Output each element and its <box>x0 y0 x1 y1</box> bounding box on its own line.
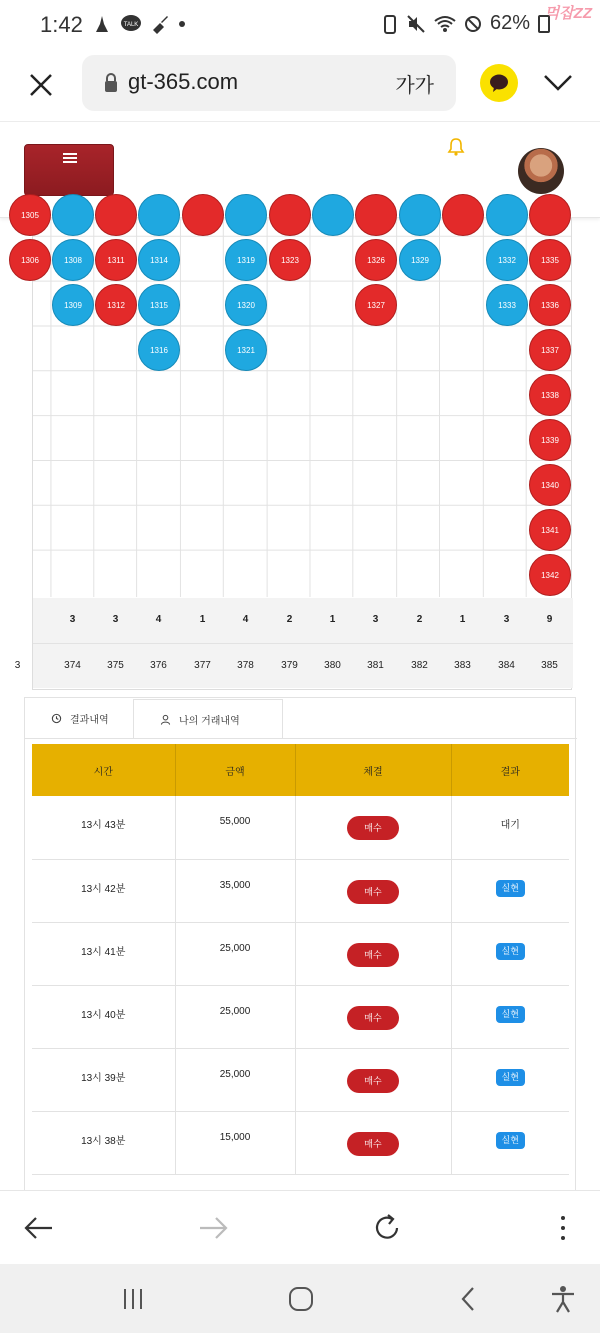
cell-amount: 35,000 <box>175 859 295 922</box>
system-icons <box>382 12 550 35</box>
cell-time: 13시 42분 <box>32 859 175 922</box>
home-icon[interactable] <box>286 1284 316 1314</box>
more-options-icon[interactable] <box>546 1211 580 1245</box>
forward-arrow-icon[interactable] <box>196 1211 230 1245</box>
result-ball: 1323 <box>269 239 311 281</box>
result-ball <box>95 194 137 236</box>
accessibility-icon[interactable] <box>548 1284 578 1314</box>
cell-execution <box>295 859 451 922</box>
tab-my-trades[interactable] <box>133 699 283 739</box>
recycle-icon <box>382 14 398 34</box>
tab-my-trades-label: 나의 거래내역 <box>179 715 240 727</box>
cell-execution <box>295 1048 451 1111</box>
kakao-chat-button[interactable] <box>480 64 518 102</box>
cell-result <box>451 985 569 1048</box>
result-ball <box>182 194 224 236</box>
result-ball: 1340 <box>529 464 571 506</box>
address-bar[interactable] <box>82 55 456 111</box>
cell-result <box>451 859 569 922</box>
round-number: 377 <box>194 660 211 671</box>
round-number: 379 <box>281 660 298 671</box>
buy-button[interactable]: 매수 <box>347 1132 399 1156</box>
result-ball: 1309 <box>52 284 94 326</box>
history-icon <box>51 713 62 724</box>
result-ball: 1327 <box>355 284 397 326</box>
cell-time: 13시 39분 <box>32 1048 175 1111</box>
browser-bottom-bar <box>0 1190 600 1264</box>
buy-button[interactable]: 매수 <box>347 1006 399 1030</box>
result-ball: 1333 <box>486 284 528 326</box>
result-ball: 1321 <box>225 329 267 371</box>
cell-result <box>451 796 569 859</box>
buy-button[interactable]: 매수 <box>347 880 399 904</box>
result-ball: 1336 <box>529 284 571 326</box>
column-count: 2 <box>286 614 293 625</box>
result-ball <box>225 194 267 236</box>
round-number: 381 <box>367 660 384 671</box>
notification-icons <box>92 14 186 34</box>
cell-execution <box>295 1111 451 1174</box>
system-back-icon[interactable] <box>454 1284 484 1314</box>
status-time: 1:42 <box>40 12 83 37</box>
cell-time: 13시 43분 <box>32 796 175 859</box>
round-number: 376 <box>150 660 167 671</box>
table-row <box>32 796 569 859</box>
result-ball <box>486 194 528 236</box>
table-row <box>32 985 569 1048</box>
cell-result <box>451 922 569 985</box>
header-result: 결과 <box>451 744 569 796</box>
column-count: 3 <box>112 614 119 625</box>
header-execution: 체결 <box>295 744 451 796</box>
round-number: 374 <box>64 660 81 671</box>
table-row <box>32 859 569 922</box>
result-ball: 1341 <box>529 509 571 551</box>
result-ball: 1332 <box>486 239 528 281</box>
result-ball: 1320 <box>225 284 267 326</box>
cell-amount: 25,000 <box>175 985 295 1048</box>
watermark-text: 먹잡ZZ <box>544 5 592 22</box>
close-tab-button[interactable] <box>22 66 60 104</box>
count-row <box>33 598 573 643</box>
round-number: 382 <box>411 660 428 671</box>
result-ball: 1335 <box>529 239 571 281</box>
result-ball <box>442 194 484 236</box>
kakaotalk-icon <box>120 14 142 34</box>
status-bar <box>0 0 600 48</box>
result-ball: 1338 <box>529 374 571 416</box>
battery-text: 62% <box>489 12 530 34</box>
tab-divider <box>25 738 577 739</box>
result-ball: 1308 <box>52 239 94 281</box>
round-number: 375 <box>107 660 124 671</box>
browser-toolbar <box>0 48 600 122</box>
result-ball <box>399 194 441 236</box>
broom-icon <box>92 14 112 34</box>
round-number: 384 <box>498 660 515 671</box>
cell-time: 13시 38분 <box>32 1111 175 1174</box>
result-ball <box>312 194 354 236</box>
broom-icon-2 <box>150 14 170 34</box>
result-ball: 1339 <box>529 419 571 461</box>
round-number: 383 <box>454 660 471 671</box>
cell-time: 13시 41분 <box>32 922 175 985</box>
result-badge: 실현 <box>496 1132 525 1149</box>
mute-icon <box>406 14 426 34</box>
header-amount: 금액 <box>175 744 295 796</box>
result-ball: 1305 <box>9 194 51 236</box>
column-count: 1 <box>459 614 466 625</box>
result-ball: 1316 <box>138 329 180 371</box>
do-not-disturb-icon <box>464 15 482 33</box>
table-row <box>32 1048 569 1111</box>
result-ball: 1337 <box>529 329 571 371</box>
header-time: 시간 <box>32 744 175 796</box>
cell-execution <box>295 985 451 1048</box>
recent-apps-icon[interactable] <box>118 1284 148 1314</box>
table-header-row <box>32 744 569 796</box>
round-number: 3 <box>14 660 21 671</box>
buy-button[interactable]: 매수 <box>347 816 399 840</box>
result-ball <box>269 194 311 236</box>
result-badge: 실현 <box>496 943 525 960</box>
cell-time: 13시 40분 <box>32 985 175 1048</box>
cell-amount: 25,000 <box>175 1048 295 1111</box>
hamburger-icon <box>63 153 77 163</box>
cell-amount: 55,000 <box>175 796 295 859</box>
column-count: 3 <box>503 614 510 625</box>
result-ball: 1315 <box>138 284 180 326</box>
result-ball: 1326 <box>355 239 397 281</box>
url-text: gt-365.com <box>128 69 239 94</box>
result-badge: 실현 <box>496 1006 525 1023</box>
result-badge: 실현 <box>496 880 525 897</box>
column-count: 9 <box>546 614 553 625</box>
column-count: 2 <box>416 614 423 625</box>
column-count: 1 <box>199 614 206 625</box>
dot-icon <box>178 20 186 28</box>
cell-execution <box>295 922 451 985</box>
menu-button[interactable] <box>24 144 114 196</box>
user-icon <box>160 714 171 725</box>
cell-result <box>451 1048 569 1111</box>
cell-amount: 15,000 <box>175 1111 295 1174</box>
result-ball: 1314 <box>138 239 180 281</box>
chevron-down-icon[interactable] <box>540 68 576 98</box>
result-ball <box>355 194 397 236</box>
round-number: 380 <box>324 660 341 671</box>
chat-bubble-icon <box>480 64 518 102</box>
result-board <box>14 210 572 690</box>
buy-button[interactable]: 매수 <box>347 1069 399 1093</box>
result-badge: 실현 <box>496 1069 525 1086</box>
round-number-row <box>14 643 573 688</box>
result-ball <box>138 194 180 236</box>
round-number: 378 <box>237 660 254 671</box>
table-row <box>32 922 569 985</box>
trade-table-body <box>32 796 569 1174</box>
tab-results[interactable] <box>25 698 133 738</box>
column-count: 1 <box>329 614 336 625</box>
result-ball: 1329 <box>399 239 441 281</box>
cell-result <box>451 1111 569 1174</box>
result-ball: 1342 <box>529 554 571 596</box>
column-count: 4 <box>242 614 249 625</box>
result-ball: 1311 <box>95 239 137 281</box>
tab-results-label: 결과내역 <box>70 714 109 726</box>
wifi-icon <box>434 15 456 33</box>
column-count: 3 <box>372 614 379 625</box>
result-ball: 1319 <box>225 239 267 281</box>
result-ball <box>529 194 571 236</box>
back-arrow-icon[interactable] <box>22 1211 56 1245</box>
cell-execution <box>295 796 451 859</box>
round-number: 385 <box>541 660 558 671</box>
result-text: 대기 <box>500 820 520 831</box>
column-count: 3 <box>69 614 76 625</box>
result-ball: 1306 <box>9 239 51 281</box>
trade-table <box>32 744 569 1175</box>
svg-text:TALK: TALK <box>123 22 139 28</box>
avatar[interactable] <box>518 148 564 194</box>
result-ball <box>52 194 94 236</box>
lock-icon <box>104 73 118 93</box>
bell-icon[interactable] <box>448 138 464 156</box>
table-row <box>32 1111 569 1174</box>
refresh-icon[interactable] <box>370 1211 404 1245</box>
buy-button[interactable]: 매수 <box>347 943 399 967</box>
text-size-button[interactable]: 가가 <box>395 75 434 97</box>
cell-amount: 25,000 <box>175 922 295 985</box>
system-navigation-bar <box>0 1264 600 1333</box>
column-count: 4 <box>155 614 162 625</box>
result-ball: 1312 <box>95 284 137 326</box>
